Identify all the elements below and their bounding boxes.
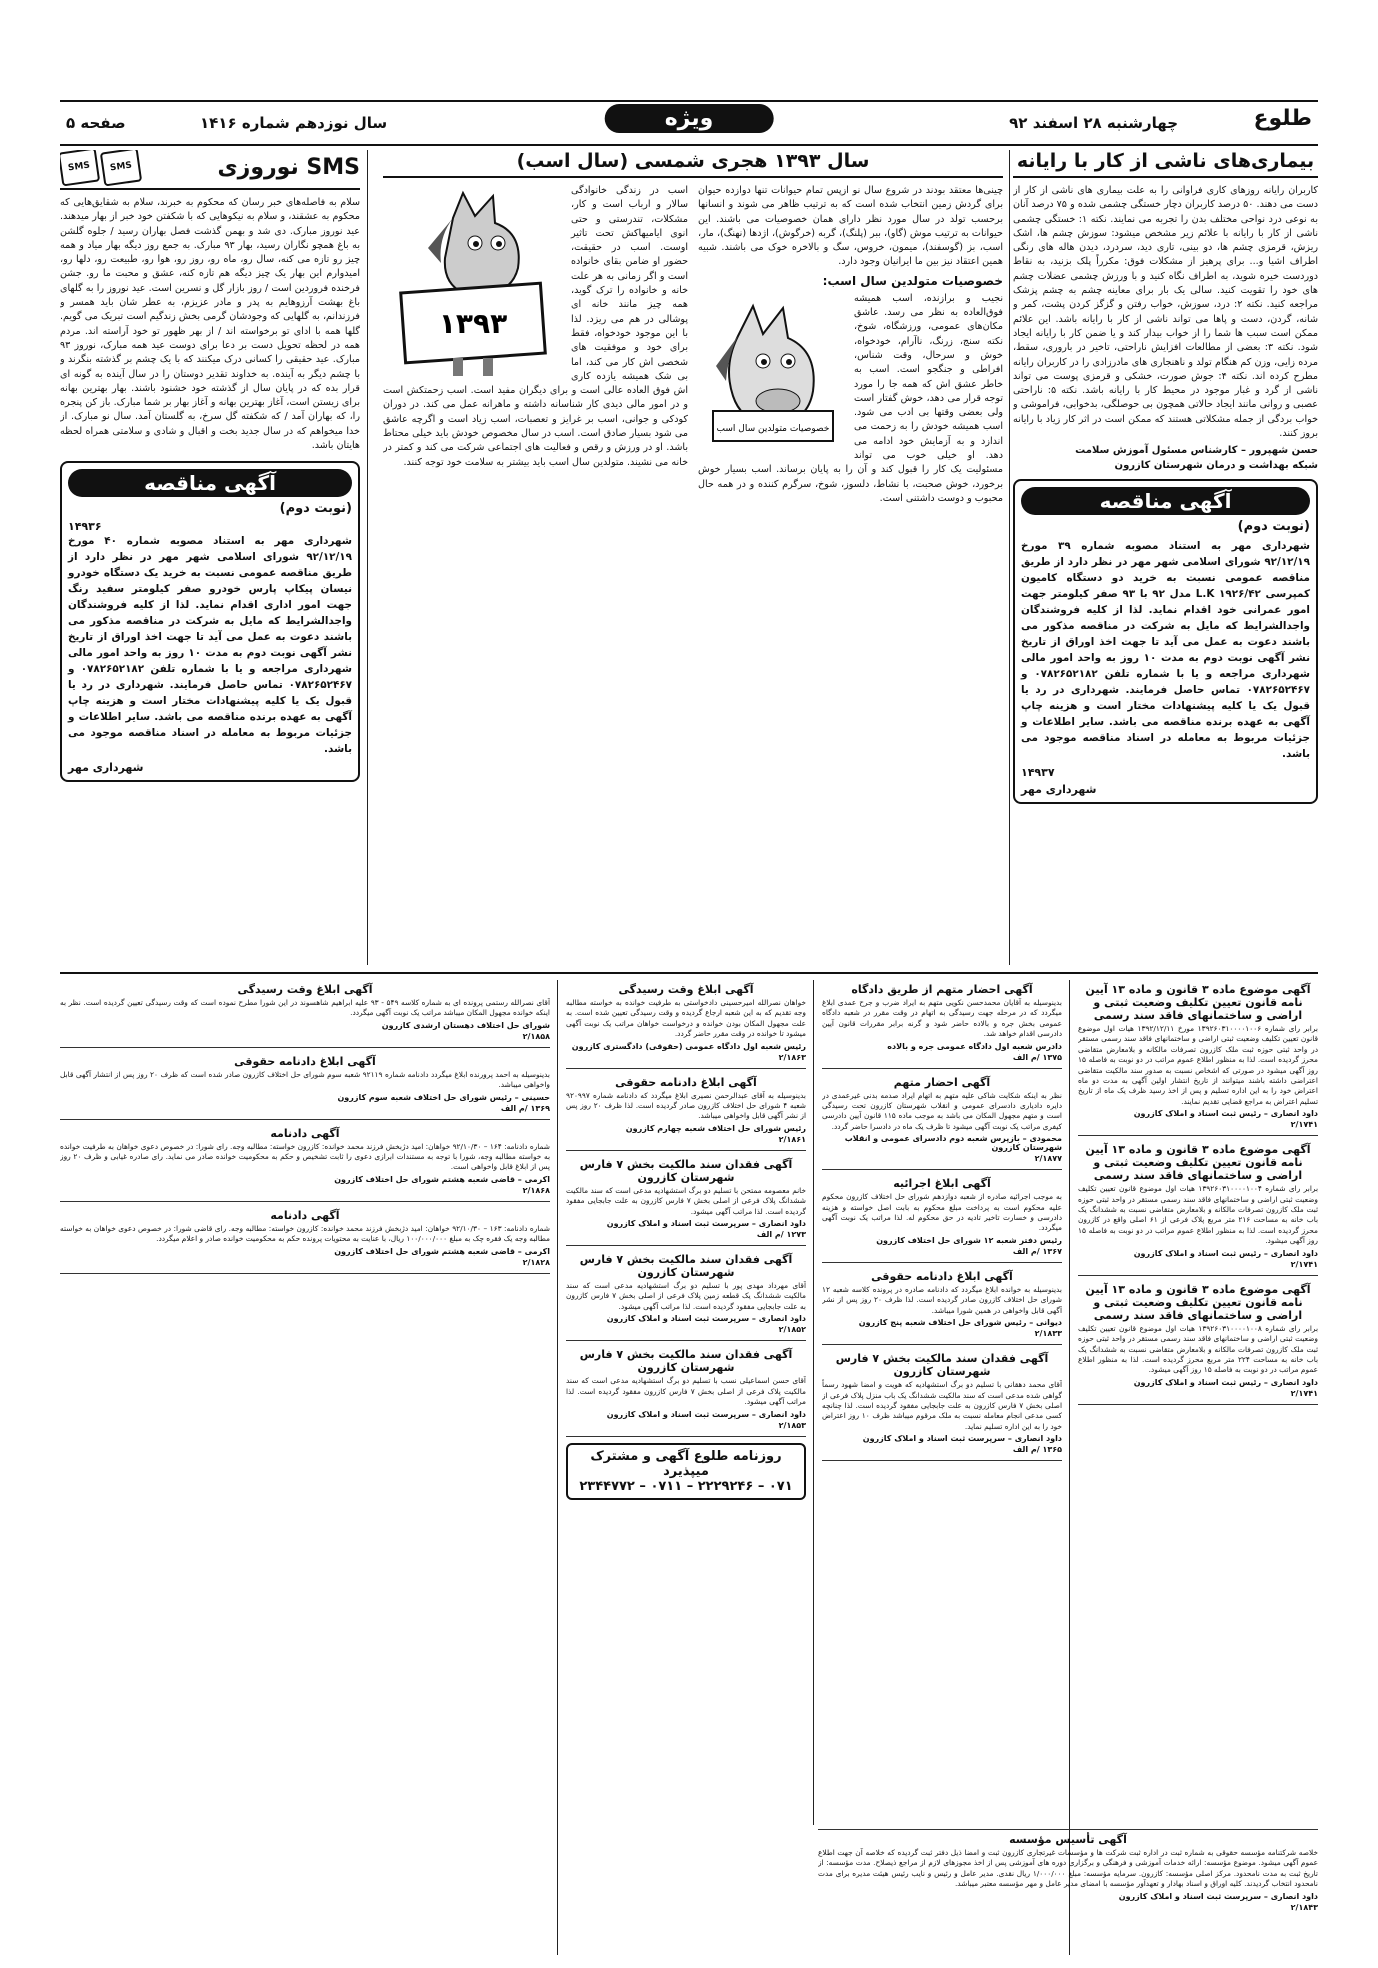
ad-code: ۲/۱۸۳۳: [1034, 1329, 1062, 1339]
ad-title: آگهی دادنامه: [270, 1126, 340, 1140]
horse-article-col-a: [698, 184, 1003, 506]
ad-sign: دیوانی – رئیس شورای حل اختلاف شعبه پنج کازرون: [858, 1318, 1062, 1328]
page-number: صفحه ۵: [66, 114, 126, 132]
horse-sign-cartoon-icon: [383, 188, 563, 378]
ad-sign: داود انصاری – رئیس ثبت اسناد و املاک کازرون: [1133, 1109, 1318, 1119]
classified-ad: [566, 980, 806, 1069]
ad-sign: داود انصاری – سرپرست ثبت اسناد و املاک کازرون: [606, 1219, 806, 1229]
tender-notice-sign: شهرداری مهر: [68, 761, 144, 775]
ad-text: بدینوسیله به خوانده ابلاغ میگردد که دادنامه صادره در پرونده کلاسه شعبه ۱۲ شورای حل اختلاف کازرون صادر گردیده است. لذا ظرف ۲۰ روز پس از نشر آگهی قابل واخواهی در همین شورا میباشد.: [822, 1284, 1062, 1315]
classified-ad: [566, 1345, 806, 1436]
ad-title: آگهی ابلاغ دادنامه حقوقی: [871, 1269, 1013, 1283]
sms-envelope-icon: SMS: [60, 150, 100, 186]
ad-sign: حسینی – رئیس شورای حل اختلاف شعبه سوم کازرون: [337, 1092, 550, 1102]
tender-notice-right: [1013, 479, 1318, 804]
ad-title: آگهی ابلاغ اجرائیه: [893, 1177, 991, 1191]
ad-sign: رئیس دفتر شعبه ۱۲ شورای حل اختلاف کازرون: [876, 1235, 1062, 1245]
ad-sign: رئیس شعبه اول دادگاه عمومی (حقوقی) دادگستری کازرون: [571, 1041, 806, 1051]
newspaper-promo-box: [566, 1443, 806, 1500]
issue-date: چهارشنبه ۲۸ اسفند ۹۲: [1009, 114, 1178, 132]
classifieds-column-3: [566, 980, 806, 1955]
ad-text: شماره دادنامه: ۱۶۴ – ۹۲/۱۰/۳۰ خواهان: امید دژبخش فرزند محمد خوانده: کازرون خواسته: مطالبه وجه. رای شورا: در خصوص دعوی خواهان به طرفیت خوانده به خواسته مطالبه وجه، شورا با توجه به مستندات ابرازی دعوی را ثابت تشخیص و حکم به محکومیت خوانده صادر می نماید. رای صادره غیابی و ظرف ۲۰ روز پس از ابلاغ قابل واخواهی است.: [60, 1141, 550, 1172]
ad-title: آگهی دادنامه: [270, 1208, 340, 1222]
ad-title: آگهی فقدان سند مالکیت بخش ۷ فارس شهرستان کازرون: [579, 1157, 793, 1184]
ad-sign: داود انصاری – رئیس ثبت اسناد و املاک کازرون: [1133, 1377, 1318, 1387]
ad-code: ۱۳۶۷ /م الف: [1012, 1246, 1062, 1256]
institute-registration-ad: [818, 1829, 1318, 1953]
ad-text: برابر رای شماره ۱۳۹۲۶۰۳۱۰۰۰۰۱۰۰۴ هیات اول موضوع قانون تعیین تکلیف وضعیت ثبتی اراضی و ساختمانهای فاقد سند رسمی مستقر در واحد ثبتی حوزه ثبت ملک کازرون تصرفات مالکانه و بلامعارض متقاضی نسبت به ششدانگ یک باب خانه به مساحت ۲۱۶ متر مربع پلاک فرعی از ۶۱ اصلی واقع در کازرون محرز گردیده است. لذا به منظور اطلاع عموم مراتب در دو نوبت به فاصله ۱۵ روز آگهی میشود.: [1078, 1184, 1318, 1246]
tender-notice-body: شهرداری مهر به استناد مصوبه شماره ۴۰ مورخ ۹۲/۱۲/۱۹ شورای اسلامی شهر مهر در نظر دارد از طریق مناقصه عمومی نسبت به خرید یک دستگاه خودرو نیسان پیکاپ پارس خودرو صفر کیلومتر سفید رنگ جهت امور اداری اقدام نماید. لذا از کلیه فروشندگان واجدالشرایط که مایل به شرکت در مناقصه مذکور می باشند دعوت به عمل می آید تا جهت اخذ اوراق از تاریخ نشر آگهی نوبت دوم به مدت ۱۰ روز به واحد امور مالی شهرداری مراجعه و یا با شماره تلفن ۰۷۸۲۶۵۲۱۸۲ و ۰۷۸۲۶۵۲۴۶۷ تماس حاصل فرمایند. شهرداری در رد یا قبول یک یا کلیه پیشنهادات مختار است و هزینه چاپ آگهی به عهده برنده مناقصه می باشد. سایر اطلاعات و جزئیات مربوط به معامله در اسناد مناقصه موجود می باشد.: [68, 535, 352, 756]
tender-notice-left: [60, 461, 360, 782]
classified-ad: [60, 1052, 550, 1120]
tender-notice-code: ۱۴۹۳۷: [1021, 766, 1055, 780]
ad-code: ۲/۱۷۴۱: [1290, 1120, 1318, 1130]
ad-code: ۱۳۶۹ /م الف: [500, 1103, 550, 1113]
classified-ad: [60, 980, 550, 1048]
article-byline-org: شبکه بهداشت و درمان شهرستان کازرون: [1114, 460, 1318, 472]
article-body-computer-diseases: کاربران رایانه روزهای کاری فراوانی را به علت بیماری های ناشی از کار از دست می دهند. ۵۰ درصد کاربران دچار خستگی چشمی شده و ۷۵ درصد آنان به نوعی درد نواحی مختلف بدن را تجربه می نمایند. نکته ۱: خستگی چشمی ناشی از کار با رایانه با علائم زیر مشخص میشود: سوزش چشم ها، اشک ریزش، قرمزی چشم ها، دو بینی، تاری دید، سردرد، دیدن هاله های رنگی اطراف اشیا و... برای پرهیز از مشکلات فوق: مکرراً پلک بزنید، به نقاط دوردست خیره شوید، به اطراف نگاه کنید و با ورزش چشمی عضلات چشم های خود را تقویت کنید. سالی یک بار برای معاینه چشم به چشم پزشک مراجعه کنید. نکته ۲: درد، سوزش، خواب رفتن و گزگز کردن پشت، کمر و شانه، گردن، دست و پاها می تواند ناشی از کار با رایانه باشد. این علائم ممکن است سبب ها شما را از خواب بیدار کند و یا ضمن کار با رایانه ایجاد شود. نکته ۳: بعضی از مطالعات افزایش ناراحتی، تاخیر در باروری، سقط، مرده زایی، وزن کم هنگام تولد و ناهنجاری های مادرزادی را در کاربران رایانه مطرح کرده اند. نکته ۴: جوش صورت، خشکی و قرمزی پوست می تواند ناشی از گرد و غبار موجود در محیط کار با رایانه باشد. نکته ۵: ناراحتی عصبی و روانی مانند ایجاد حالاتی همچون بی حوصلگی، بدخوابی، فراموشی و خواب بردگی از جمله مشکلاتی هستند که ممکن است در اثر کار زیاد با رایانه بروز کنند.: [1013, 185, 1318, 440]
tender-notice-title: آگهی مناقصه: [68, 469, 352, 497]
ad-code: ۲/۱۸۲۸: [522, 1257, 550, 1267]
sms-title: SMS نوروزی: [217, 154, 360, 180]
horse-article-subhead: خصوصیات متولدین سال اسب:: [822, 273, 1003, 288]
ad-title: آگهی احضار متهم از طریق دادگاه: [851, 983, 1033, 996]
ad-sign: اکرمی – قاضی شعبه هشتم شورای حل اختلاف کازرون: [334, 1246, 550, 1256]
ad-code: ۲/۱۷۴۱: [1290, 1388, 1318, 1398]
ad-code: ۲/۱۸۵۸: [522, 1031, 550, 1041]
masthead-logo: طلوع: [1253, 106, 1312, 131]
classified-ad: [1078, 1280, 1318, 1405]
ad-code: ۲/۱۸۵۲: [778, 1325, 806, 1335]
ad-text: آقای نصرالله رستمی پرونده ای به شماره کلاسه ۵۴۹ - ۹۳ علیه ابراهیم شاهسوند در این شورا مطرح نموده است که وقت رسیدگی تعیین گردیده است. نظر به اینکه خوانده مجهول المکان میباشد مراتب یک نوبت آگهی میگردد.: [60, 998, 550, 1018]
ad-title: آگهی ابلاغ دادنامه حقوقی: [234, 1054, 376, 1068]
classified-ad: [566, 1250, 806, 1341]
ad-sign: داود انصاری – سرپرست ثبت اسناد و املاک کازرون: [862, 1434, 1062, 1444]
column-divider: [1009, 150, 1010, 965]
ad-code: ۲/۱۸۶۸: [522, 1185, 550, 1195]
ad-text: آقای حسن اسماعیلی نسب با تسلیم دو برگ استشهادیه مدعی است که سند مالکیت پلاک فرعی از اصلی بخش ۷ فارس کازرون مفقود گردیده است. لذا مراتب آگهی میشود.: [566, 1376, 806, 1407]
ad-text: بدینوسیله به آقایان محمدحسن نکویی متهم به ایراد ضرب و جرح عمدی ابلاغ میگردد که در مرحله جهت رسیدگی به اتهام در وقت مقرر در شعبه دادگاه عمومی بخش جره و بالاده حاضر شود و گرنه برابر مقررات قانون آیین دادرسی اقدام خواهد شد.: [822, 998, 1062, 1039]
ad-title: آگهی ابلاغ وقت رسیدگی: [237, 983, 373, 996]
horse-article-col-b: [383, 184, 688, 506]
ad-text: آقای محمد دهقانی با تسلیم دو برگ استشهادیه که هویت و امضا شهود رسماً گواهی شده مدعی است که سند مالکیت ششدانگ یک باب منزل پلاک فرعی از اصلی بخش ۷ فارس کازرون به علت جابجایی مفقود گردیده است. لذا چنانچه کسی مدعی انجام معامله نسبت به ملک مرقوم میباشد ظرف ۱۰ روز اعتراض خود را به این اداره تسلیم نماید.: [822, 1380, 1062, 1431]
ad-title: آگهی تأسیس مؤسسه: [1009, 1833, 1127, 1846]
tender-notice-sub: (نوبت دوم): [279, 501, 352, 517]
ad-code: ۲/۱۸۶۳: [778, 1052, 806, 1062]
column-divider: [813, 980, 814, 1825]
tender-notice-title: آگهی مناقصه: [1021, 487, 1310, 515]
ad-sign: داود انصاری – سرپرست ثبت اسناد و املاک کازرون: [1118, 1891, 1318, 1901]
classified-ad: [822, 980, 1062, 1069]
ad-text: خانم معصومه ممتحن با تسلیم دو برگ استشهادیه مدعی است که سند مالکیت ششدانگ پلاک فرعی از اصلی بخش ۷ فارس کازرون به علت جابجایی مفقود گردیده است. لذا مراتب آگهی میشود.: [566, 1185, 806, 1216]
classifieds-column-4: [60, 980, 550, 1955]
section-title: ویژه: [605, 104, 774, 133]
article-byline-name: حسن شهپرور – کارشناس مسئول آموزش سلامت: [1075, 445, 1318, 457]
ad-text: برابر رای شماره ۱۳۹۲۶۰۳۱۰۰۰۰۱۰۰۶ مورخ ۱۳۹۲/۱۲/۱۱ هیات اول موضوع قانون تعیین تکلیف وضعیت ثبتی اراضی و ساختمانهای فاقد سند رسمی مستقر در واحد ثبتی حوزه ثبت ملک کازرون تصرفات مالکانه و بلامعارض متقاضی محرز گردیده است. لذا به منظور اطلاع عموم مراتب در دو نوبت به فاصله ۱۵ روز آگهی میشود در صورتی که اشخاص نسبت به صدور سند مالکیت متقاضی اعتراضی داشته باشند میتوانند از تاریخ انتشار اولین آگهی به مدت دو ماه اعتراض خود را به این اداره تسلیم و پس از اخذ رسید ظرف یک ماه از تاریخ تسلیم اعتراض به مراجع قضایی تقدیم نمایند.: [1078, 1024, 1318, 1106]
ad-title: آگهی احضار متهم: [893, 1075, 991, 1089]
ad-title: آگهی ابلاغ وقت رسیدگی: [618, 983, 754, 996]
classified-ad: [1078, 980, 1318, 1136]
ad-code: ۲/۱۸۴۳: [1290, 1902, 1318, 1912]
ad-title: آگهی موضوع ماده ۳ قانون و ماده ۱۳ آیین نامه قانون تعیین تکلیف وضعیت ثبتی و اراضی و ساختمانهای فاقد سند رسمی: [1085, 1143, 1311, 1183]
ad-title: آگهی ابلاغ دادنامه حقوقی: [615, 1075, 757, 1089]
right-column: [1013, 150, 1318, 965]
ad-text: برابر رای شماره ۱۳۹۲۶۰۳۱۰۰۰۰۱۰۰۸ هیات اول موضوع قانون تعیین تکلیف وضعیت ثبتی اراضی و ساختمانهای فاقد سند رسمی مستقر در واحد ثبتی حوزه ثبت ملک کازرون تصرفات مالکانه و بلامعارض متقاضی نسبت به ششدانگ یک باب خانه به مساحت ۲۲۴ متر مربع محرز گردیده است. لذا به منظور اطلاع عموم مراتب در دو نوبت به فاصله ۱۵ روز آگهی میشود.: [1078, 1323, 1318, 1375]
horse-article-family: اسب در زندگی خانوادگی سالار و ارباب است و کار، مشکلات، تندرستی و حتی انوی ایامیهاکش تحت تاثیر اوست. اسب در حقیقت، حضور او ضامن بقای خانواده است و اگر زمانی به هر علت خانه و خانواده را ترک گوید، همه چیز مانند خانه ای پوشالی در هم می ریزد. لذا با این موجود خودخواه، فقط برای خود و موفقیت های شخصی اش کار می کند، اما بی شک همیشه یازده کاری اش فوق العاده عالی است و برای دیگران مفید است. اسب زحمتکش است و در امور مالی دیدی کار شناسانه داشته و ماهرانه عمل می کند. در دوران کودکی و جوانی، اسب بر غرایز و تعصبات، اسب زیاد است و اگرچه عاشق می شود بسیار صادق است. اسب در سال مخصوص خودش باید خیلی محتاط باشد. او در ورزش و رقص و فعالیت های اجتماعی شرکت می کند و کمتر در خانه می نشیند. متولدین سال اسب باید بیشتر به سلامت خود توجه کنند.: [383, 185, 688, 468]
column-divider: [367, 150, 368, 965]
classified-ad: [822, 1073, 1062, 1171]
ad-text: بدینوسیله به احمد پرورنده ابلاغ میگردد دادنامه شماره ۹۲۱۱۹ شعبه سوم شورای حل اختلاف کازرون صادر شده است که ظرف ۲۰ روز پس از انتشار آگهی قابل واخواهی میباشد.: [60, 1069, 550, 1090]
ad-code: ۱۲۷۳ /م الف: [756, 1230, 806, 1240]
classified-ad: [566, 1155, 806, 1246]
classified-ad: [60, 1206, 550, 1274]
ad-sign: داود انصاری – سرپرست ثبت اسناد و املاک کازرون: [606, 1314, 806, 1324]
middle-column: [383, 150, 1003, 965]
column-divider: [557, 980, 558, 1955]
promo-title: روزنامه طلوع آگهی و مشترک میپذیرد: [590, 1448, 782, 1479]
article-title-computer-diseases: بیماری‌های ناشی از کار با رایانه: [1013, 150, 1318, 178]
ad-sign: رئیس شورای حل اختلاف شعبه چهارم کازرون: [625, 1123, 806, 1133]
ad-title: آگهی موضوع ماده ۳ قانون و ماده ۱۳ آیین نامه قانون تعیین تکلیف وضعیت ثبتی و اراضی و ساختمانهای فاقد سند رسمی: [1085, 983, 1311, 1022]
tender-notice-code: ۱۴۹۳۶: [68, 520, 102, 534]
page-header: [60, 100, 1318, 146]
classified-ad: [566, 1073, 806, 1151]
ad-text: آقای مهرداد مهدی پور با تسلیم دو برگ استشهادیه مدعی است که سند مالکیت ششدانگ یک قطعه زمین پلاک فرعی از اصلی بخش ۷ فارس کازرون به علت جابجایی مفقود گردیده است. لذا مراتب آگهی میشود.: [566, 1281, 806, 1311]
classified-ad: [822, 1267, 1062, 1345]
sms-header: [60, 150, 360, 190]
ad-code: ۲/۱۸۵۳: [778, 1420, 806, 1430]
ad-code: ۱۳۶۵ /م الف: [1012, 1445, 1062, 1455]
horse-article-intro: چینی‌ها معتقد بودند در شروع سال نو ازپس تمام حیوانات تنها دوازده حیوان برای گردش زمین انتخاب شده است که به ترتیب ظاهر می شوند و انسانها برحسب تولد در سال مورد نظر دارای همان خصوصیات می باشند. این حیوانات به ترتیب موش (گاو)، ببر (پلنگ)، گربه (خرگوش)، اژدها (نهنگ)، مار، اسب، بز (گوسفند)، میمون، خروس، سگ و بالاخره خوک می باشند. شبیه همین اعتقاد نیز بین ما ایرانیان وجود دارد.: [698, 185, 1003, 268]
ad-sign: داود انصاری – رئیس ثبت اسناد و املاک کازرون: [1133, 1248, 1318, 1258]
ad-sign: محمودی – بازپرس شعبه دوم دادسرای عمومی و انقلاب شهرستان کازرون: [844, 1134, 1062, 1153]
tender-notice-sub: (نوبت دوم): [1237, 519, 1310, 535]
ad-sign: شورای حل اختلاف دهستان ارشدی کازرون: [381, 1020, 550, 1030]
column-divider: [1069, 980, 1070, 1955]
year-badge: ۱۳۹۳: [438, 307, 508, 340]
sms-messages: سلام به فاصله‌های خبر رسان که محکوم به خبرند، سلام به شقایق‌هایی که محکوم به عشقند، و سلام به نیکوهایی که با شکفتن خود خبر از بهار میدهند. عید نوروز مبارک. دی شد و بهمن گذشت فصل بهاران رسید / جلوه گلشن به باغ همچو نگاران رسید، بهار ۹۳ مبارک. به جمع روز دیگه بهار میاد و همه چیز رو تازه می کنه، سال رو، ماه رو، روز رو، هوا رو، طبیعت رو، دلها رو، امیدوارم این بهار یک چیز دیگه هم تازه کنه، عشق و محبت ما رو. جشن فرخنده فروردین است / روز بازار گل و نسرین است. عید نوروز را به گلهای باغ بهشت آرزوهایم به پدر و مادر عزیزم، به عطر شان باید همسر و فرزندانم، به گلهایی که وجودشان گرمی بخش زندگیم است تبریک می گویم. گلها همه با ادای تو برخواسته اند / از بهر ظهور تو خود آراسته اند. مردم همه در لحظه تحویل دست بر دعا برای دوست عید همه مبارک، نوروز ۹۳ مبارک. عید حقیقی را کسانی درک میکنند که با یک چشم بر گذشته بنگرند و با چشم دیگر به آینده. به خداوند تقدیر دوستان را در سال آینده به گونه ای قرار بده که در پایان سال از گذشته خود خشنود باشند. بهار بهترین بهانه برای زیستن است، آغاز بهترین بهانه و آغاز بهار بر شما مبارک. باز کن پنجره را، که بهاران آمد / که شکفته گل سرخ، به گلستان آمد. سال نو مبارک. از خدا میخواهم که در سال جدید بخت و اقبال و شادی و سلامتی همراه لحظه هایتان باشد.: [60, 197, 360, 452]
ad-sign: داود انصاری – سرپرست ثبت اسناد و املاک کازرون: [606, 1409, 806, 1419]
classified-ad: [60, 1124, 550, 1202]
tender-notice-sign: شهرداری مهر: [1021, 783, 1097, 797]
promo-phone: ۰۷۱ – ۲۲۲۹۲۴۶ – ۰۷۱۱ – ۲۳۴۴۷۷۲: [579, 1478, 793, 1494]
ad-title: آگهی فقدان سند مالکیت بخش ۷ فارس شهرستان کازرون: [579, 1253, 793, 1280]
classified-ad: [1078, 1140, 1318, 1275]
ad-sign: اکرمی – قاضی شعبه هشتم شورای حل اختلاف کازرون: [334, 1174, 550, 1184]
ad-title: آگهی فقدان سند مالکیت بخش ۷ فارس شهرستان کازرون: [579, 1348, 793, 1375]
classifieds-section: [60, 972, 1318, 1959]
horse-cartoon-icon: [698, 296, 848, 446]
ad-code: ۲/۱۸۶۱: [778, 1134, 806, 1144]
ad-title: آگهی فقدان سند مالکیت بخش ۷ فارس شهرستان کازرون: [835, 1352, 1049, 1379]
sms-envelope-icon: SMS: [100, 150, 142, 186]
ad-code: ۱۳۷۵ /م الف: [1012, 1052, 1062, 1062]
tender-notice-body: شهرداری مهر به استناد مصوبه شماره ۳۹ مورخ ۹۲/۱۲/۱۹ شورای اسلامی شهر مهر در نظر دارد از طریق مناقصه عمومی نسبت به خرید دو دستگاه کامیون کمپرسی L.K ۱۹۲۶/۴۲ مدل ۹۲ با ۹۳ صفر کیلومتر جهت امور عمرانی خود اقدام نماید. لذا از کلیه فروشندگان واجدالشرایط که مایل به شرکت در مناقصه مذکور می باشند دعوت به عمل می آید تا جهت اخذ اوراق از تاریخ نشر آگهی نوبت دوم به مدت ۱۰ روز به واحد امور مالی شهرداری مراجعه و یا با شماره تلفن ۰۷۸۲۶۵۲۱۸۲ و ۰۷۸۲۶۵۲۴۶۷ تماس حاصل فرمایند. شهرداری در رد یا قبول یک یا کلیه پیشنهادات مختار است و هزینه چاپ آگهی به عهده برنده مناقصه می باشد. سایر اطلاعات و جزئیات مربوط به معامله در اسناد مناقصه موجود می باشد.: [1021, 540, 1310, 761]
horse-caption: خصوصیات متولدین سال اسب: [716, 423, 830, 434]
ad-title: آگهی موضوع ماده ۳ قانون و ماده ۱۳ آیین نامه قانون تعیین تکلیف وضعیت ثبتی و اراضی و ساختمانهای فاقد سند رسمی: [1085, 1282, 1311, 1322]
classified-ad: [822, 1174, 1062, 1263]
ad-text: به موجب اجرائیه صادره از شعبه دوازدهم شورای حل اختلاف کازرون محکوم علیه محکوم است به پرداخت مبلغ محکوم به بابت اصل خواسته و هزینه دادرسی و خسارت تاخیر تادیه در حق محکوم له. لذا مراتب یک نوبت آگهی میگردد.: [822, 1192, 1062, 1233]
ad-sign: دادرس شعبه اول دادگاه عمومی جره و بالاده: [887, 1041, 1062, 1051]
classifieds-column-1: [1078, 980, 1318, 1955]
ad-text: خلاصه شرکتنامه مؤسسه حقوقی به شماره ثبت در اداره ثبت شرکت ها و مؤسسات غیرتجاری کازرون ثبت و امضا ذیل دفتر ثبت گردیده که خلاصه آن جهت اطلاع عموم آگهی میشود. موضوع مؤسسه: ارائه خدمات آموزشی و فرهنگی و برگزاری دوره های آموزشی پس از اخذ مجوزهای لازم از مراجع ذیصلاح. مدت مؤسسه: از تاریخ ثبت به مدت نامحدود. مرکز اصلی مؤسسه: کازرون. سرمایه مؤسسه: مبلغ ۱/۰۰۰/۰۰۰ ریال نقدی. مدیر عامل و رئیس و نایب رئیس هیئت مدیره برای مدت نامحدود انتخاب گردیدند. کلیه اوراق و اسناد بهادار و تعهدآور مؤسسه با امضای مدیر عامل و مهر مؤسسه معتبر میباشد.: [818, 1848, 1318, 1889]
ad-text: خواهان نصرالله امیرحسینی دادخواستی به طرفیت خوانده به خواسته مطالبه وجه تقدیم که به این شعبه ارجاع گردیده و وقت رسیدگی تعیین شده است. به علت مجهول المکان بودن خوانده و درخواست خواهان مراتب یک نوبت آگهی میشود تا خوانده در وقت مقرر حاضر گردد.: [566, 998, 806, 1039]
horse-article-traits: نجیب و برازنده، اسب همیشه فوق‌العاده به نظر می رسد. عاشق مکان‌های عمومی، ورزشگاه، شوخ، نکته سنج، زرنگ، ناآرام، خودخواه، خوش و سرحال، وقت شناس، افراطی و جنگجو است. اسب به خاطر عشق اش که همه جا را مورد توجه قرار می دهد، خوش گفتار است ولی بعضی وقتها بی ادب می شود. اسب همیشه خودش را به زحمت می اندازد و به آزمایش خود ادامه می دهد. او خیلی خوب می تواند مسئولیت یک کار را قبول کند و آن را به پایان برساند. اسب بسیار خوش برخورد، خوش صحبت، با نشاط، دلسوز، شوخ، سرگرم کننده و در همه حال محبوب و دوست داشتنی است.: [698, 292, 1003, 504]
ad-text: نظر به اینکه شکایت شاکی علیه متهم به اتهام ایراد صدمه بدنی غیرعمدی در دایره دادیاری دادسرای عمومی و انقلاب شهرستان کازرون تحت رسیدگی است و متهم مجهول المکان می باشد به موجب ماده ۱۱۵ قانون آیین دادرسی کیفری مراتب یک نوبت آگهی میشود تا ظرف یک ماه در دادسرا حاضر گردد.: [822, 1090, 1062, 1131]
article-title-horse-year: سال ۱۳۹۳ هجری شمسی (سال اسب): [383, 150, 1003, 178]
ad-text: بدینوسیله به آقای عبدالرحمن نصیری ابلاغ میگردد که دادنامه شماره ۹۲۰۹۹۷ شعبه ۴ شورای حل اختلاف کازرون صادر گردیده است. لذا ظرف ۲۰ روز پس از نشر آگهی قابل واخواهی میباشد.: [566, 1090, 806, 1121]
ad-code: ۲/۱۷۴۱: [1290, 1259, 1318, 1269]
classifieds-column-2: [822, 980, 1062, 1825]
ad-text: شماره دادنامه: ۱۶۳ – ۹۲/۱۰/۳۰ خواهان: امید دژبخش فرزند محمد خوانده: کازرون خواسته: مطالبه وجه. رای قاضی شورا: در خصوص دعوی خواهان به خواسته مطالبه وجه یک فقره چک به مبلغ ۱۰۰/۰۰۰/۰۰۰ ریال، با عنایت به محتویات پرونده حکم به محکومیت خوانده صادر و اعلام میگردد.: [60, 1223, 550, 1244]
left-column: [60, 150, 360, 965]
issue-number: سال نوزدهم شماره ۱۴۱۶: [200, 114, 388, 132]
ad-code: ۲/۱۸۷۷: [1034, 1154, 1062, 1164]
classified-ad: [822, 1349, 1062, 1461]
